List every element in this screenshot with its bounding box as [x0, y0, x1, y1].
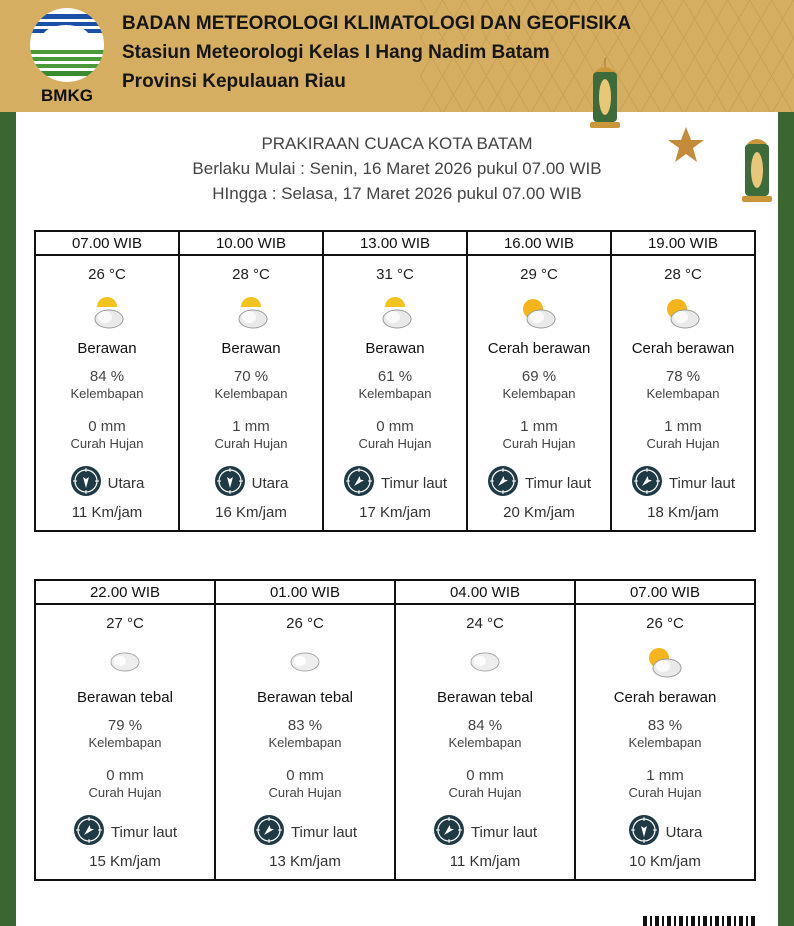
- wind-direction: [36, 466, 178, 500]
- rain-value: 1 mm: [646, 767, 684, 784]
- humidity-label: Kelembapan: [628, 735, 702, 750]
- rain-value: 0 mm: [88, 418, 126, 435]
- rain-label: Curah Hujan: [88, 785, 162, 800]
- wind-direction: [468, 466, 610, 500]
- humidity-label: Kelembapan: [70, 386, 144, 401]
- humidity-value: 69 %: [521, 368, 557, 385]
- valid-from: Berlaku Mulai : Senin, 16 Maret 2026 pukul 07.00 WIB: [192, 159, 602, 178]
- wind-direction-label: Timur laut: [380, 474, 448, 492]
- temperature: 28 °C: [232, 266, 270, 283]
- rain-value: 1 mm: [664, 418, 702, 435]
- rain-label: Curah Hujan: [268, 785, 342, 800]
- humidity-value: 78 %: [665, 368, 701, 385]
- rain-label: Curah Hujan: [448, 785, 522, 800]
- valid-until: HIngga : Selasa, 17 Maret 2026 pukul 07.00 WIB: [212, 184, 582, 203]
- wind-speed: 20 Km/jam: [503, 504, 575, 521]
- wind-direction-label: Timur laut: [668, 474, 736, 492]
- weather-condition: Berawan tebal: [257, 689, 353, 706]
- humidity-label: Kelembapan: [268, 735, 342, 750]
- forecast-cell: [611, 255, 755, 531]
- wind-direction: [216, 815, 394, 849]
- sunny-cloudy-icon: [612, 290, 754, 334]
- humidity-value: 84 %: [89, 368, 125, 385]
- humidity-value: 83 %: [647, 717, 683, 734]
- time-header: 07.00 WIB: [575, 580, 755, 604]
- compass-icon: [70, 465, 102, 502]
- province-name: Provinsi Kepulauan Riau: [122, 71, 346, 92]
- wind-direction-label: Timur laut: [470, 823, 538, 841]
- lantern-icon: [585, 58, 625, 133]
- humidity-value: 84 %: [467, 717, 503, 734]
- weather-condition: Cerah berawan: [613, 689, 717, 706]
- wind-speed: 17 Km/jam: [359, 504, 431, 521]
- temperature: 28 °C: [664, 266, 702, 283]
- rain-value: 0 mm: [466, 767, 504, 784]
- time-header: 04.00 WIB: [395, 580, 575, 604]
- compass-icon: [433, 814, 465, 851]
- wind-direction-label: Timur laut: [110, 823, 178, 841]
- forecast-cell: [323, 255, 467, 531]
- compass-icon: [214, 465, 246, 502]
- forecast-cell: [395, 604, 575, 880]
- rain-value: 0 mm: [376, 418, 414, 435]
- humidity-value: 79 %: [107, 717, 143, 734]
- rain-label: Curah Hujan: [358, 436, 432, 451]
- weather-condition: Berawan: [365, 340, 425, 357]
- sunny-cloudy-icon: [468, 290, 610, 334]
- rain-label: Curah Hujan: [502, 436, 576, 451]
- rain-label: Curah Hujan: [628, 785, 702, 800]
- wind-direction: [36, 815, 214, 849]
- compass-icon: [487, 465, 519, 502]
- temperature: 26 °C: [88, 266, 126, 283]
- wind-speed: 10 Km/jam: [629, 853, 701, 870]
- time-header: 16.00 WIB: [467, 231, 611, 255]
- humidity-value: 61 %: [377, 368, 413, 385]
- time-header: 01.00 WIB: [215, 580, 395, 604]
- forecast-table-2: [34, 579, 756, 881]
- humidity-label: Kelembapan: [214, 386, 288, 401]
- time-header: 10.00 WIB: [179, 231, 323, 255]
- temperature: 26 °C: [646, 615, 684, 632]
- weather-condition: Berawan tebal: [437, 689, 533, 706]
- forecast-cell: [35, 255, 179, 531]
- rain-value: 0 mm: [106, 767, 144, 784]
- wind-direction: [396, 815, 574, 849]
- wind-direction: [576, 815, 754, 849]
- wind-speed: 13 Km/jam: [269, 853, 341, 870]
- sunny-cloudy-icon: [576, 639, 754, 683]
- rain-label: Curah Hujan: [646, 436, 720, 451]
- partly-cloudy-icon: [180, 290, 322, 334]
- wind-speed: 16 Km/jam: [215, 504, 287, 521]
- time-header: 13.00 WIB: [323, 231, 467, 255]
- forecast-cell: [467, 255, 611, 531]
- temperature: 24 °C: [466, 615, 504, 632]
- crescent-moon-icon: [645, 84, 667, 110]
- temperature: 29 °C: [520, 266, 558, 283]
- rain-label: Curah Hujan: [70, 436, 144, 451]
- humidity-label: Kelembapan: [88, 735, 162, 750]
- logo-icon: [30, 8, 104, 82]
- overcast-icon: [396, 639, 574, 683]
- time-header: 07.00 WIB: [35, 231, 179, 255]
- header-banner: [0, 0, 794, 112]
- weather-condition: Berawan: [221, 340, 281, 357]
- compass-icon: [253, 814, 285, 851]
- partly-cloudy-icon: [36, 290, 178, 334]
- humidity-label: Kelembapan: [502, 386, 576, 401]
- compass-icon: [73, 814, 105, 851]
- logo-text: BMKG: [41, 86, 93, 105]
- wind-direction-label: Timur laut: [524, 474, 592, 492]
- compass-icon: [631, 465, 663, 502]
- weather-condition: Cerah berawan: [631, 340, 735, 357]
- forecast-table-1: [34, 230, 756, 532]
- weather-condition: Cerah berawan: [487, 340, 591, 357]
- forecast-cell: [575, 604, 755, 880]
- wind-speed: 15 Km/jam: [89, 853, 161, 870]
- humidity-label: Kelembapan: [646, 386, 720, 401]
- wind-speed: 11 Km/jam: [449, 853, 521, 870]
- overcast-icon: [216, 639, 394, 683]
- wind-direction: [612, 466, 754, 500]
- wind-speed: 18 Km/jam: [647, 504, 719, 521]
- wind-direction: [324, 466, 466, 500]
- partly-cloudy-icon: [324, 290, 466, 334]
- agency-name: BADAN METEOROLOGI KLIMATOLOGI DAN GEOFISIKA: [122, 13, 632, 34]
- humidity-label: Kelembapan: [358, 386, 432, 401]
- wind-direction-label: Utara: [107, 474, 145, 492]
- wind-direction-label: Timur laut: [290, 823, 358, 841]
- rain-value: 1 mm: [232, 418, 270, 435]
- bmkg-logo: [29, 8, 105, 108]
- weather-condition: Berawan tebal: [77, 689, 173, 706]
- temperature: 31 °C: [376, 266, 414, 283]
- forecast-cell: [35, 604, 215, 880]
- humidity-value: 70 %: [233, 368, 269, 385]
- time-header: 22.00 WIB: [35, 580, 215, 604]
- overcast-icon: [36, 639, 214, 683]
- temperature: 26 °C: [286, 615, 324, 632]
- weather-condition: Berawan: [77, 340, 137, 357]
- time-header: 19.00 WIB: [611, 231, 755, 255]
- temperature: 27 °C: [106, 615, 144, 632]
- compass-icon: [628, 814, 660, 851]
- forecast-cell: [179, 255, 323, 531]
- wind-speed: 11 Km/jam: [71, 504, 143, 521]
- forecast-cell: [215, 604, 395, 880]
- wind-direction: [180, 466, 322, 500]
- qr-code: [643, 916, 757, 926]
- humidity-value: 83 %: [287, 717, 323, 734]
- compass-icon: [343, 465, 375, 502]
- forecast-title: PRAKIRAAN CUACA KOTA BATAM: [261, 134, 533, 153]
- wind-direction-label: Utara: [251, 474, 289, 492]
- rain-value: 0 mm: [286, 767, 324, 784]
- humidity-label: Kelembapan: [448, 735, 522, 750]
- forecast-title-block: [0, 131, 794, 206]
- wind-direction-label: Utara: [665, 823, 703, 841]
- station-name: Stasiun Meteorologi Kelas I Hang Nadim Batam: [122, 42, 550, 63]
- rain-label: Curah Hujan: [214, 436, 288, 451]
- rain-value: 1 mm: [520, 418, 558, 435]
